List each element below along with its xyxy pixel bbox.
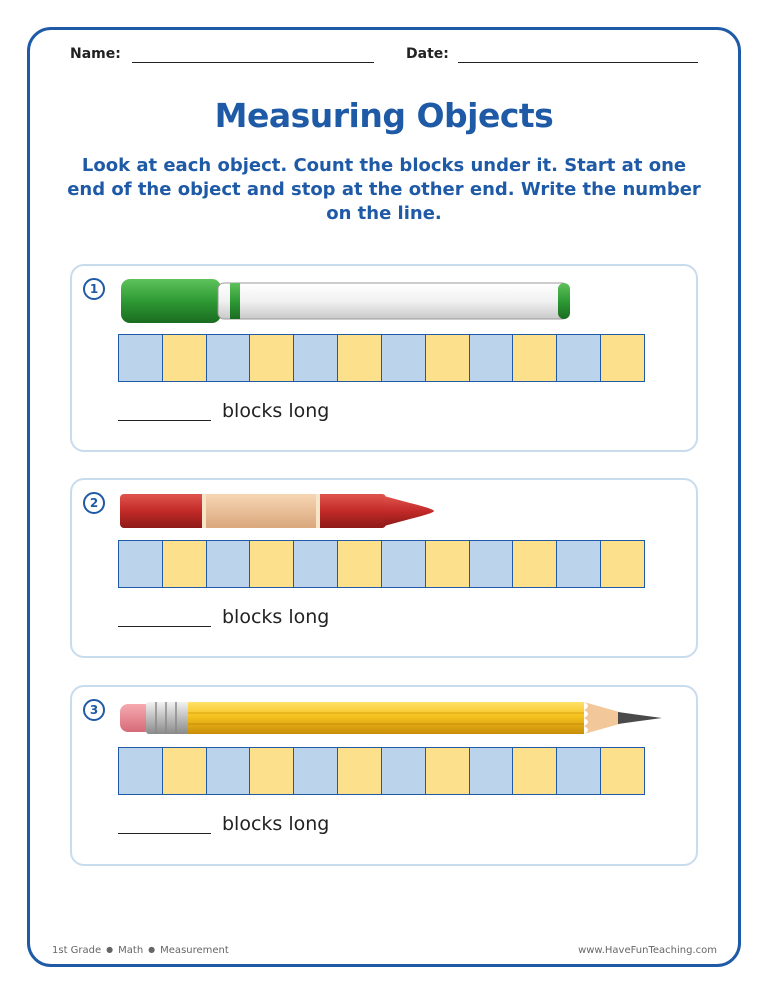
name-label: Name: xyxy=(70,46,121,62)
name-line[interactable] xyxy=(132,62,374,63)
block xyxy=(162,334,207,382)
page-title: Measuring Objects xyxy=(214,96,554,135)
block xyxy=(556,747,601,795)
bullet-icon: ● xyxy=(148,945,156,954)
block xyxy=(337,334,382,382)
footer-topic: Measurement xyxy=(160,945,229,956)
block xyxy=(556,334,601,382)
measure-blocks-2 xyxy=(118,540,662,588)
answer-label-3: blocks long xyxy=(222,813,330,835)
block xyxy=(425,540,470,588)
pencil-icon xyxy=(118,697,664,739)
date-field xyxy=(406,46,698,66)
block xyxy=(425,747,470,795)
crayon-icon xyxy=(118,490,438,532)
block xyxy=(162,747,207,795)
block xyxy=(249,540,294,588)
block xyxy=(381,334,426,382)
block xyxy=(249,334,294,382)
block xyxy=(206,540,251,588)
block xyxy=(425,334,470,382)
block xyxy=(206,334,251,382)
block xyxy=(469,334,514,382)
footer-grade: 1st Grade xyxy=(52,945,102,956)
measure-blocks-1 xyxy=(118,334,662,382)
footer-breadcrumb xyxy=(52,945,229,956)
answer-blank-1[interactable] xyxy=(118,420,211,421)
block xyxy=(381,540,426,588)
block xyxy=(600,747,645,795)
answer-label-1: blocks long xyxy=(222,400,330,422)
block xyxy=(337,747,382,795)
footer-website[interactable]: www.HaveFunTeaching.com xyxy=(578,945,717,956)
block xyxy=(162,540,207,588)
card-number-1: 1 xyxy=(83,278,105,300)
block xyxy=(293,334,338,382)
block xyxy=(512,540,557,588)
block xyxy=(512,747,557,795)
block xyxy=(337,540,382,588)
measure-card-2 xyxy=(70,478,698,658)
bullet-icon: ● xyxy=(106,945,114,954)
block xyxy=(249,747,294,795)
marker-icon xyxy=(118,278,574,326)
block xyxy=(293,540,338,588)
card-number-3: 3 xyxy=(83,699,105,721)
block xyxy=(512,334,557,382)
answer-blank-2[interactable] xyxy=(118,626,211,627)
block xyxy=(118,747,163,795)
name-field xyxy=(70,46,374,66)
block xyxy=(118,334,163,382)
block xyxy=(293,747,338,795)
block xyxy=(556,540,601,588)
block xyxy=(381,747,426,795)
block xyxy=(206,747,251,795)
footer-subject: Math xyxy=(118,945,144,956)
answer-blank-3[interactable] xyxy=(118,833,211,834)
date-label: Date: xyxy=(406,46,449,62)
block xyxy=(118,540,163,588)
block xyxy=(600,334,645,382)
measure-card-3 xyxy=(70,685,698,866)
block xyxy=(469,747,514,795)
date-line[interactable] xyxy=(458,62,698,63)
measure-card-1 xyxy=(70,264,698,452)
block xyxy=(600,540,645,588)
block xyxy=(469,540,514,588)
instructions: Look at each object. Count the blocks under it. Start at one end of the object and stop at the other end. Write the number on the line. xyxy=(67,155,701,224)
card-number-2: 2 xyxy=(83,492,105,514)
answer-label-2: blocks long xyxy=(222,606,330,628)
measure-blocks-3 xyxy=(118,747,662,795)
